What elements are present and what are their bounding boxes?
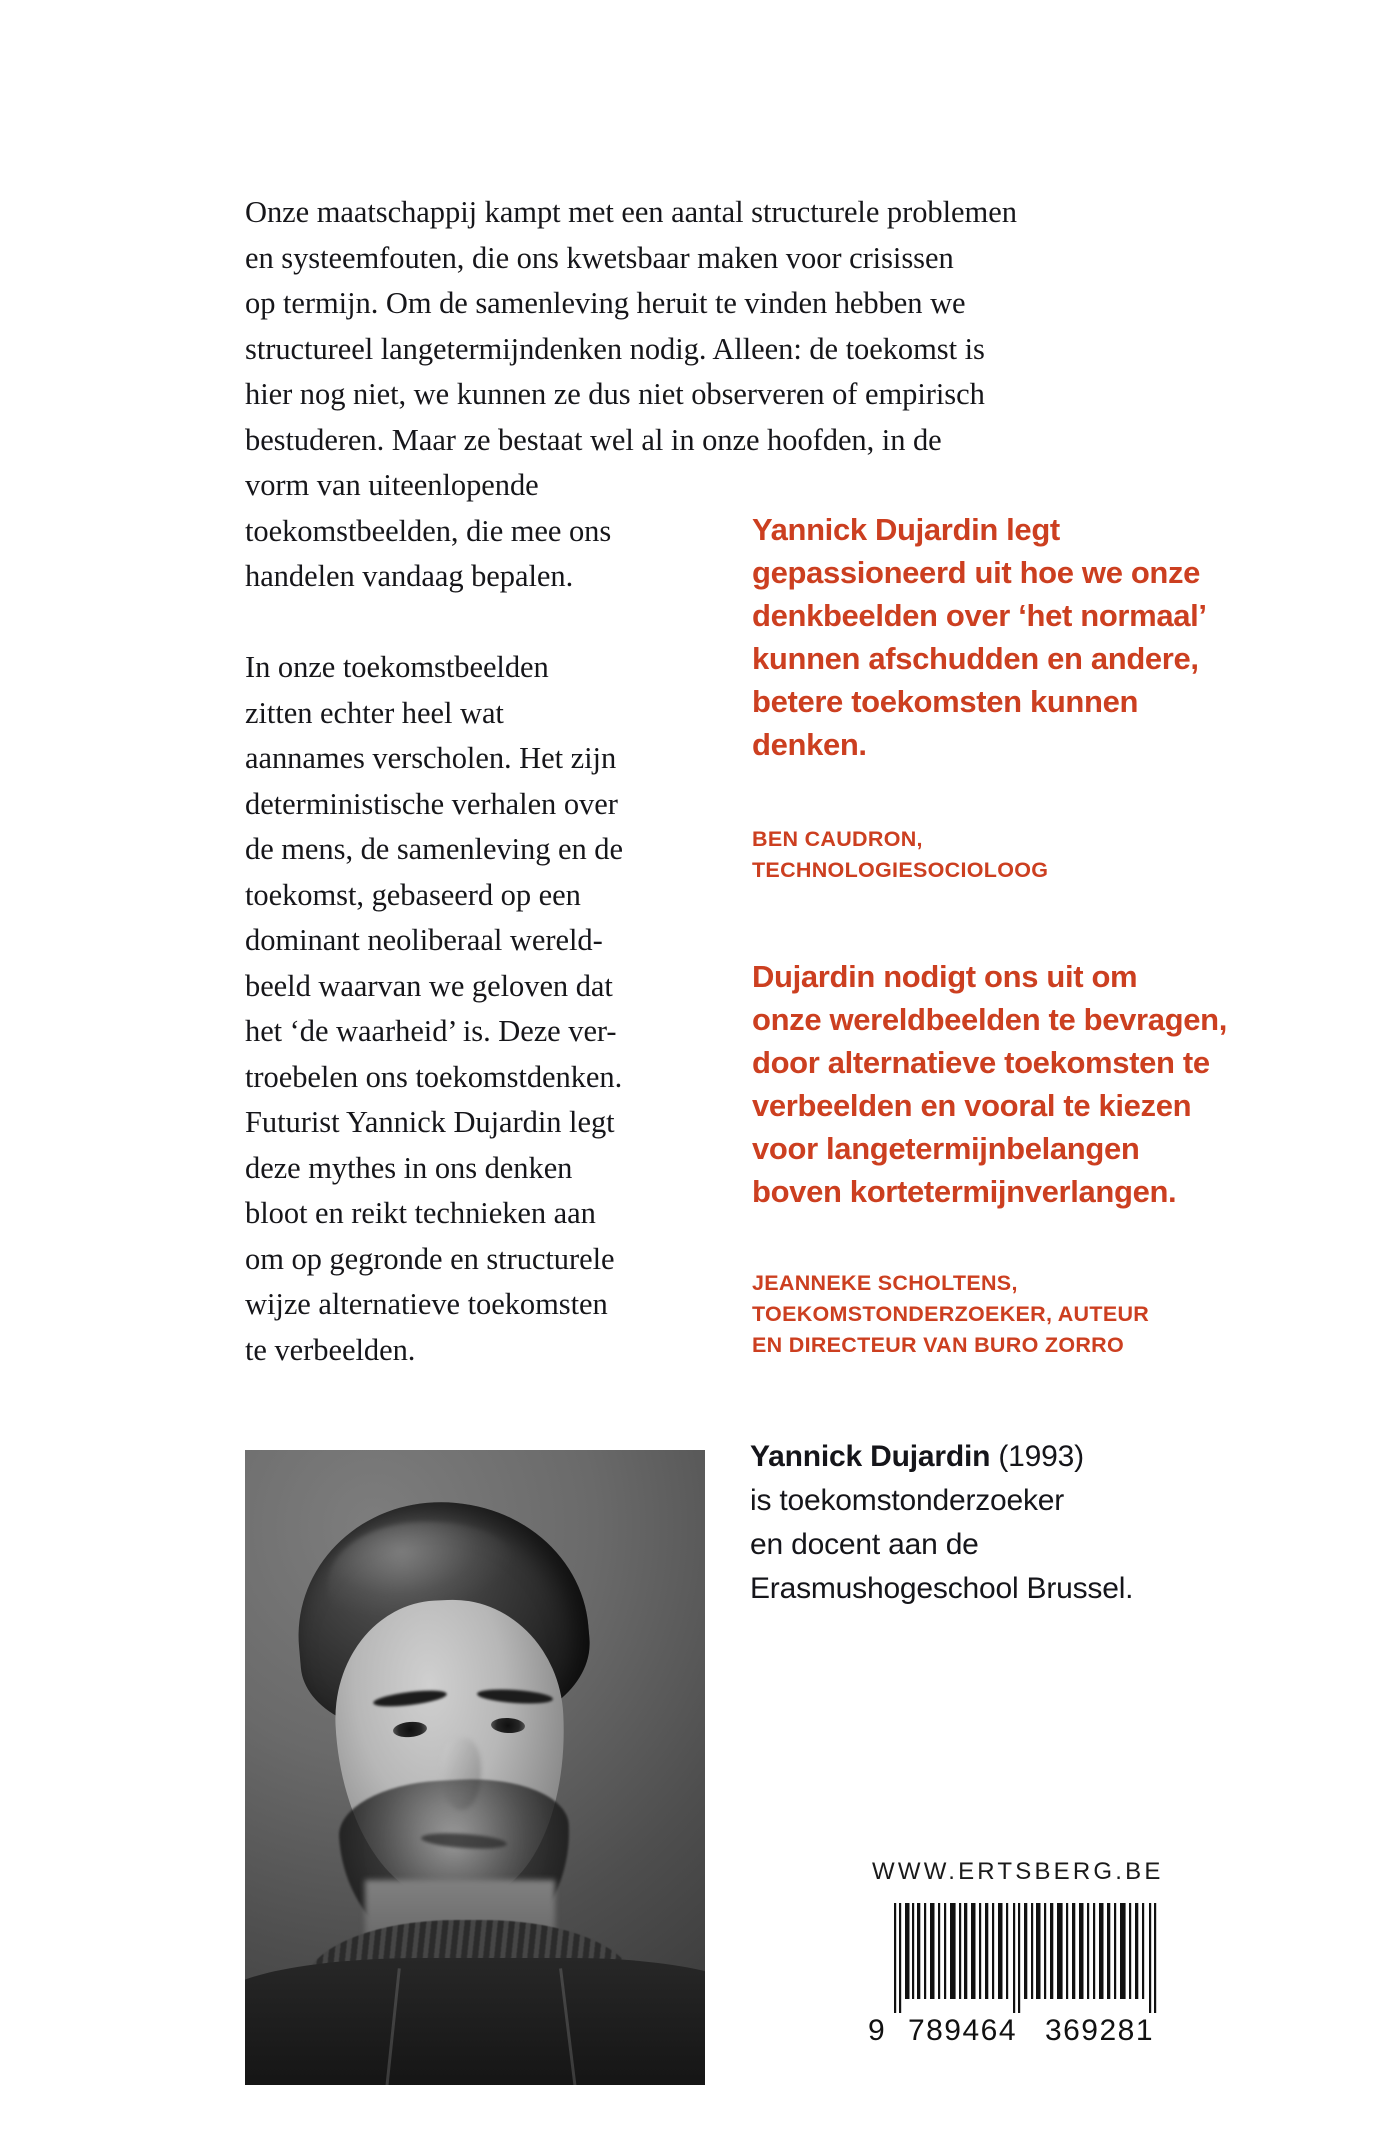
quote-line: onze wereldbeelden te bevragen, (752, 1002, 1227, 1037)
quote-line: door alternatieve toekomsten te (752, 1045, 1210, 1080)
blurb-line: Futurist Yannick Dujardin legt (245, 1105, 615, 1139)
author-bio-line: Erasmushogeschool Brussel. (750, 1572, 1134, 1605)
quote-line: betere toekomsten kunnen (752, 684, 1139, 719)
quote-line: denken. (752, 727, 867, 762)
author-portrait-photo (245, 1450, 705, 2085)
pull-quote-2-attribution (752, 1268, 1272, 1361)
publisher-website: WWW.ERTSBERG.BE (872, 1858, 1164, 1885)
blurb-line: handelen vandaag bepalen. (245, 559, 574, 593)
blurb-line: beeld waarvan we geloven dat (245, 968, 613, 1003)
blurb-line: het ‘de waarheid’ is. Deze ver- (245, 1014, 617, 1048)
quote-line: verbeelden en vooral te kiezen (752, 1088, 1192, 1123)
barcode-right-group: 369281 (1044, 2014, 1155, 2047)
quote-line: gepassioneerd uit hoe we onze (752, 555, 1201, 590)
isbn-barcode (868, 1903, 1178, 2048)
quote-line: denkbeelden over ‘het normaal’ (752, 598, 1207, 633)
barcode-bars (868, 1903, 1178, 2013)
quote-line: kunnen afschudden en andere, (752, 641, 1199, 676)
blurb-line: en systeemfouten, die ons kwetsbaar maken voor crisissen (245, 240, 954, 275)
blurb-line: toekomst, gebaseerd op een (245, 877, 581, 912)
blurb-line: zitten echter heel wat (245, 695, 504, 730)
blurb-line: bestuderen. Maar ze bestaat wel al in onze hoofden, in de (245, 422, 942, 457)
blurb-line: troebelen ons toekomstdenken. (245, 1059, 623, 1094)
attribution-line: BEN CAUDRON, (752, 827, 923, 851)
blurb-line: In onze toekomstbeelden (245, 650, 549, 684)
author-bio-line: is toekomstonderzoeker (750, 1484, 1065, 1517)
quote-line: voor langetermijnbelangen (752, 1131, 1140, 1166)
attribution-line: TOEKOMSTONDERZOEKER, AUTEUR (752, 1302, 1150, 1326)
blurb-line: aannames verscholen. Het zijn (245, 741, 617, 775)
blurb-line: op termijn. Om de samenleving heruit te vinden hebben we (245, 286, 966, 320)
pull-quote-1-attribution (752, 824, 1272, 886)
blurb-line: toekomstbeelden, die mee ons (245, 513, 612, 548)
blurb-line: wijze alternatieve toekomsten (245, 1287, 608, 1321)
portrait-jacket (245, 1958, 705, 2085)
barcode-left-group: 789464 (907, 2014, 1018, 2047)
author-bio-line: en docent aan de (750, 1528, 979, 1561)
blurb-line: de mens, de samenleving en de (245, 832, 623, 866)
blurb-line: deze mythes in ons denken (245, 1150, 573, 1185)
blurb-line: bloot en reikt technieken aan (245, 1196, 596, 1230)
author-bio (750, 1435, 1270, 1611)
blurb-line: om op gegronde en structurele (245, 1241, 615, 1276)
quote-line: boven kortetermijnverlangen. (752, 1174, 1177, 1209)
blurb-line: te verbeelden. (245, 1332, 416, 1367)
blurb-line: deterministische verhalen over (245, 786, 618, 821)
pull-quote-1 (752, 508, 1252, 766)
blurb-line: dominant neoliberaal wereld- (245, 923, 603, 957)
blurb-line: vorm van uiteenlopende (245, 468, 539, 502)
barcode-digits (868, 2014, 1178, 2048)
blurb-line: hier nog niet, we kunnen ze dus niet observeren of empirisch (245, 377, 985, 411)
blurb-line: structureel langetermijndenken nodig. Alleen: de toekomst is (245, 331, 985, 366)
attribution-line: EN DIRECTEUR VAN BURO ZORRO (752, 1333, 1125, 1357)
author-name: Yannick Dujardin (750, 1440, 991, 1473)
barcode-lead-digit: 9 (868, 2014, 887, 2047)
blurb-paragraph-2 (245, 645, 715, 1373)
attribution-line: JEANNEKE SCHOLTENS, (752, 1271, 1018, 1295)
blurb-line: Onze maatschappij kampt met een aantal structurele problemen (245, 195, 1017, 229)
pull-quote-2 (752, 955, 1252, 1213)
author-birth-year: (1993) (998, 1440, 1084, 1473)
quote-line: Dujardin nodigt ons uit om (752, 959, 1138, 994)
quote-line: Yannick Dujardin legt (752, 512, 1060, 547)
attribution-line: TECHNOLOGIESOCIOLOOG (752, 858, 1049, 882)
